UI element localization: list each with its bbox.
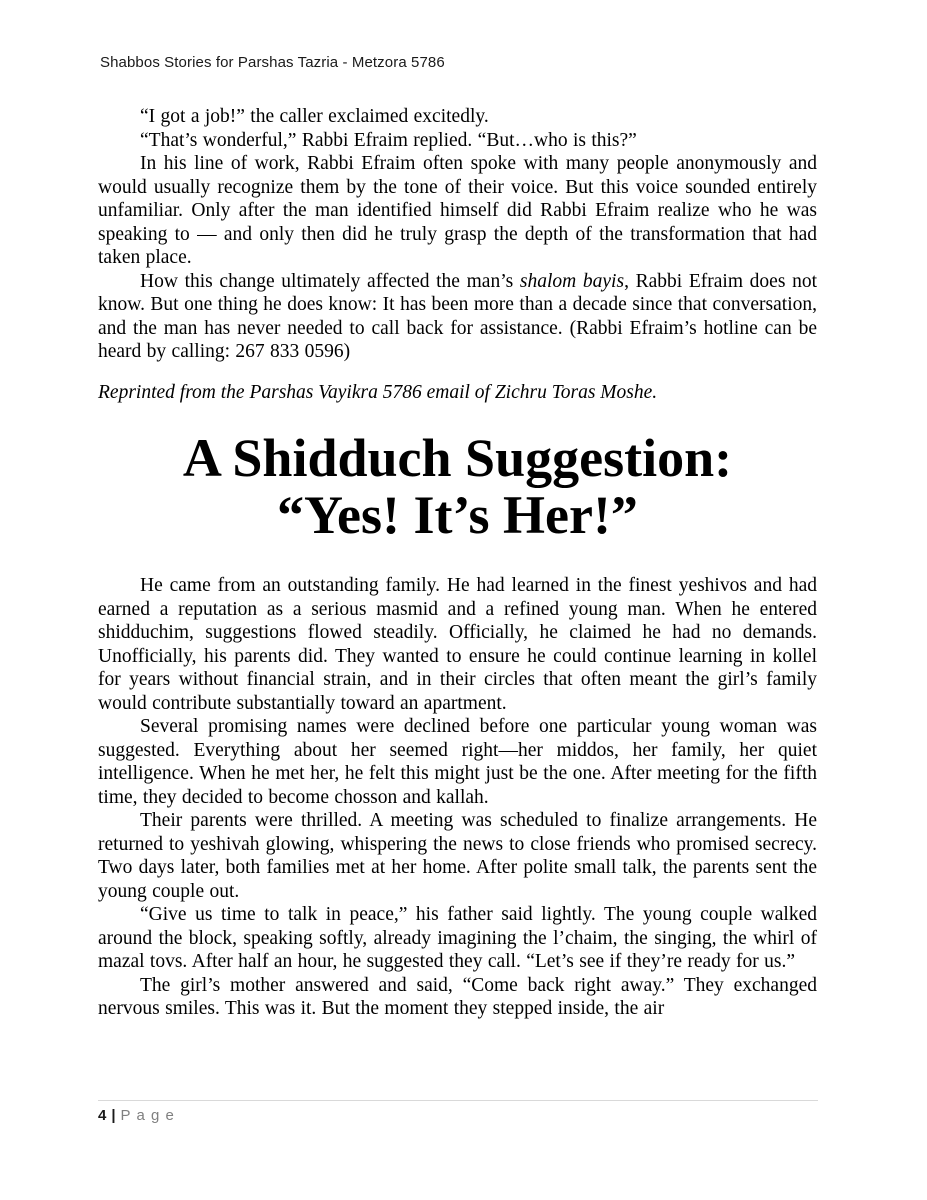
story-title-line-1: A Shidduch Suggestion: xyxy=(182,428,733,488)
page-number: 4 xyxy=(98,1107,107,1124)
footer-text xyxy=(98,1106,175,1125)
paragraph-intro-4 xyxy=(98,270,817,364)
italic-phrase: shalom bayis xyxy=(519,270,625,292)
story-title-line-2: “Yes! It’s Her!” xyxy=(277,485,638,545)
story-title xyxy=(98,430,817,544)
paragraph-story-4: “Give us time to talk in peace,” his father said lightly. The young couple walked around the block, speaking softly, already imagining the l’chaim, the singing, the whirl of mazal tovs. After half an hour, he suggested they call. “Let’s see if they’re ready for us.” xyxy=(98,904,817,972)
paragraph-dialogue-2: “That’s wonderful,” Rabbi Efraim replied. “But…who is this?” xyxy=(140,129,637,151)
footer-separator: | xyxy=(111,1107,116,1124)
paragraph-story-5: The girl’s mother answered and said, “Come back right away.” They exchanged nervous smiles. This was it. But the moment they stepped inside, the air xyxy=(98,974,817,1019)
paragraph-story-3: Their parents were thrilled. A meeting was scheduled to finalize arrangements. He returned to yeshivah glowing, whispering the news to close friends who promised secrecy. Two days later, both families met at her home. After polite small talk, the parents sent the young couple out. xyxy=(98,810,817,902)
document-body xyxy=(98,105,817,1021)
paragraph-text-pre: How this change ultimately affected the man’s xyxy=(140,270,520,292)
paragraph-story-2: Several promising names were declined before one particular young woman was suggested. Everything about her seemed right—her middos, her family, her quiet intelligence. When he met her, he felt this might just be the one. After meeting for the fifth time, they decided to become chosson and kallah. xyxy=(98,716,817,808)
running-header: Shabbos Stories for Parshas Tazria - Metzora 5786 xyxy=(100,54,445,71)
footer-label: P a g e xyxy=(120,1107,175,1124)
paragraph-text-post: , Rabbi Efraim does not know. But one thing he does know: It has been more than a decade since that conversation, and the man has never needed to call back for assistance. (Rabbi Efraim’s hotline can be heard by calling: 267 833 0596) xyxy=(98,270,817,362)
paragraph-story-1: He came from an outstanding family. He had learned in the finest yeshivos and had earned a reputation as a serious masmid and a refined young man. When he entered shidduchim, suggestions flowed steadily. Officially, he claimed he had no demands. Unofficially, his parents did. They wanted to ensure he could continue learning in kollel for years without financial strain, and in their circles that often meant the girl’s family would contribute substantially toward an apartment. xyxy=(98,575,817,714)
attribution-line: Reprinted from the Parshas Vayikra 5786 email of Zichru Toras Moshe. xyxy=(98,381,658,403)
paragraph-dialogue-1: “I got a job!” the caller exclaimed excitedly. xyxy=(140,106,489,127)
page-footer xyxy=(0,1094,927,1200)
paragraph-intro-3: In his line of work, Rabbi Efraim often spoke with many people anonymously and would usually recognize them by the tone of their voice. But this voice sounded entirely unfamiliar. Only after the man identified himself did Rabbi Efraim realize who he was speaking to — and only then did he truly grasp the depth of the transformation that had taken place. xyxy=(98,153,817,268)
footer-divider xyxy=(98,1100,818,1101)
